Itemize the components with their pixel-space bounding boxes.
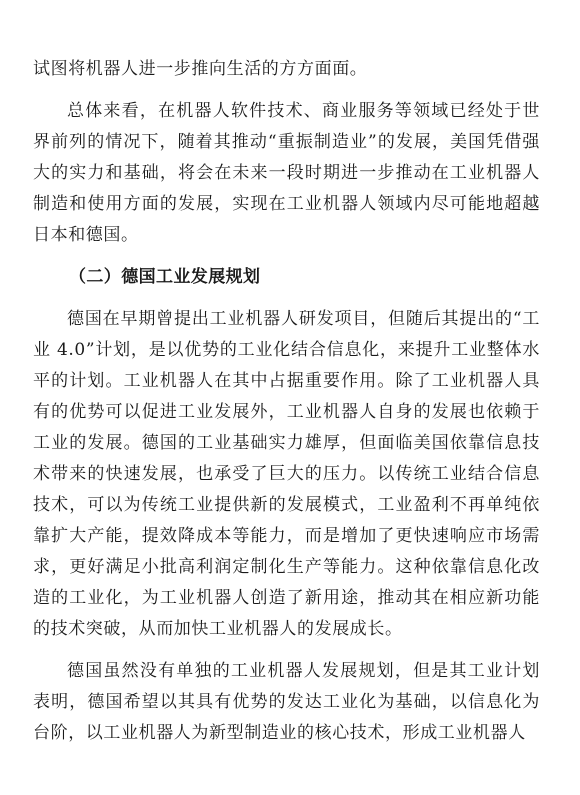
section-heading-germany: （二）德国工业发展规划	[69, 267, 261, 287]
paragraph-germany-industry-4: 德国在早期曾提出工业机器人研发项目，但随后其提出的“工业 4.0”计划，是以优势的工业化结合信息化，来提升工业整体水平的计划。工业机器人在其中占据重要作用。除了工业机器人具有的优势可以促进工业发展外，工业机器人自身的发展也依赖于工业的发展。德国的工业基础实力雄厚，但面临美国依靠信息技术带来的快速发展，也承受了巨大的压力。以传统工业结合信息技术，可以为传统工业提供新的发展模式，工业盈利不再单纯依靠扩大产能，提效降成本等能力，而是增加了更快速响应市场需求，更好满足小批高利润定制化生产等能力。这种依靠信息化改造的工业化，为工业机器人创造了新用途，推动其在相应新功能的技术突破，从而加快工业机器人的发展成长。	[33, 309, 540, 639]
paragraph-us-summary: 总体来看，在机器人软件技术、商业服务等领域已经处于世界前列的情况下，随着其推动“重振制造业”的发展，美国凭借强大的实力和基础，将会在未来一段时期进一步推动在工业机器人制造和使用方面的发展，实现在工业机器人领域内尽可能地超越日本和德国。	[33, 101, 540, 245]
paragraph-continuation: 试图将机器人进一步推向生活的方方面面。	[33, 59, 368, 79]
paragraph-germany-plan: 德国虽然没有单独的工业机器人发展规划，但是其工业计划表明，德国希望以其具有优势的发达工业化为基础，以信息化为台阶，以工业机器人为新型制造业的核心技术，形成工业机器人	[33, 661, 540, 743]
